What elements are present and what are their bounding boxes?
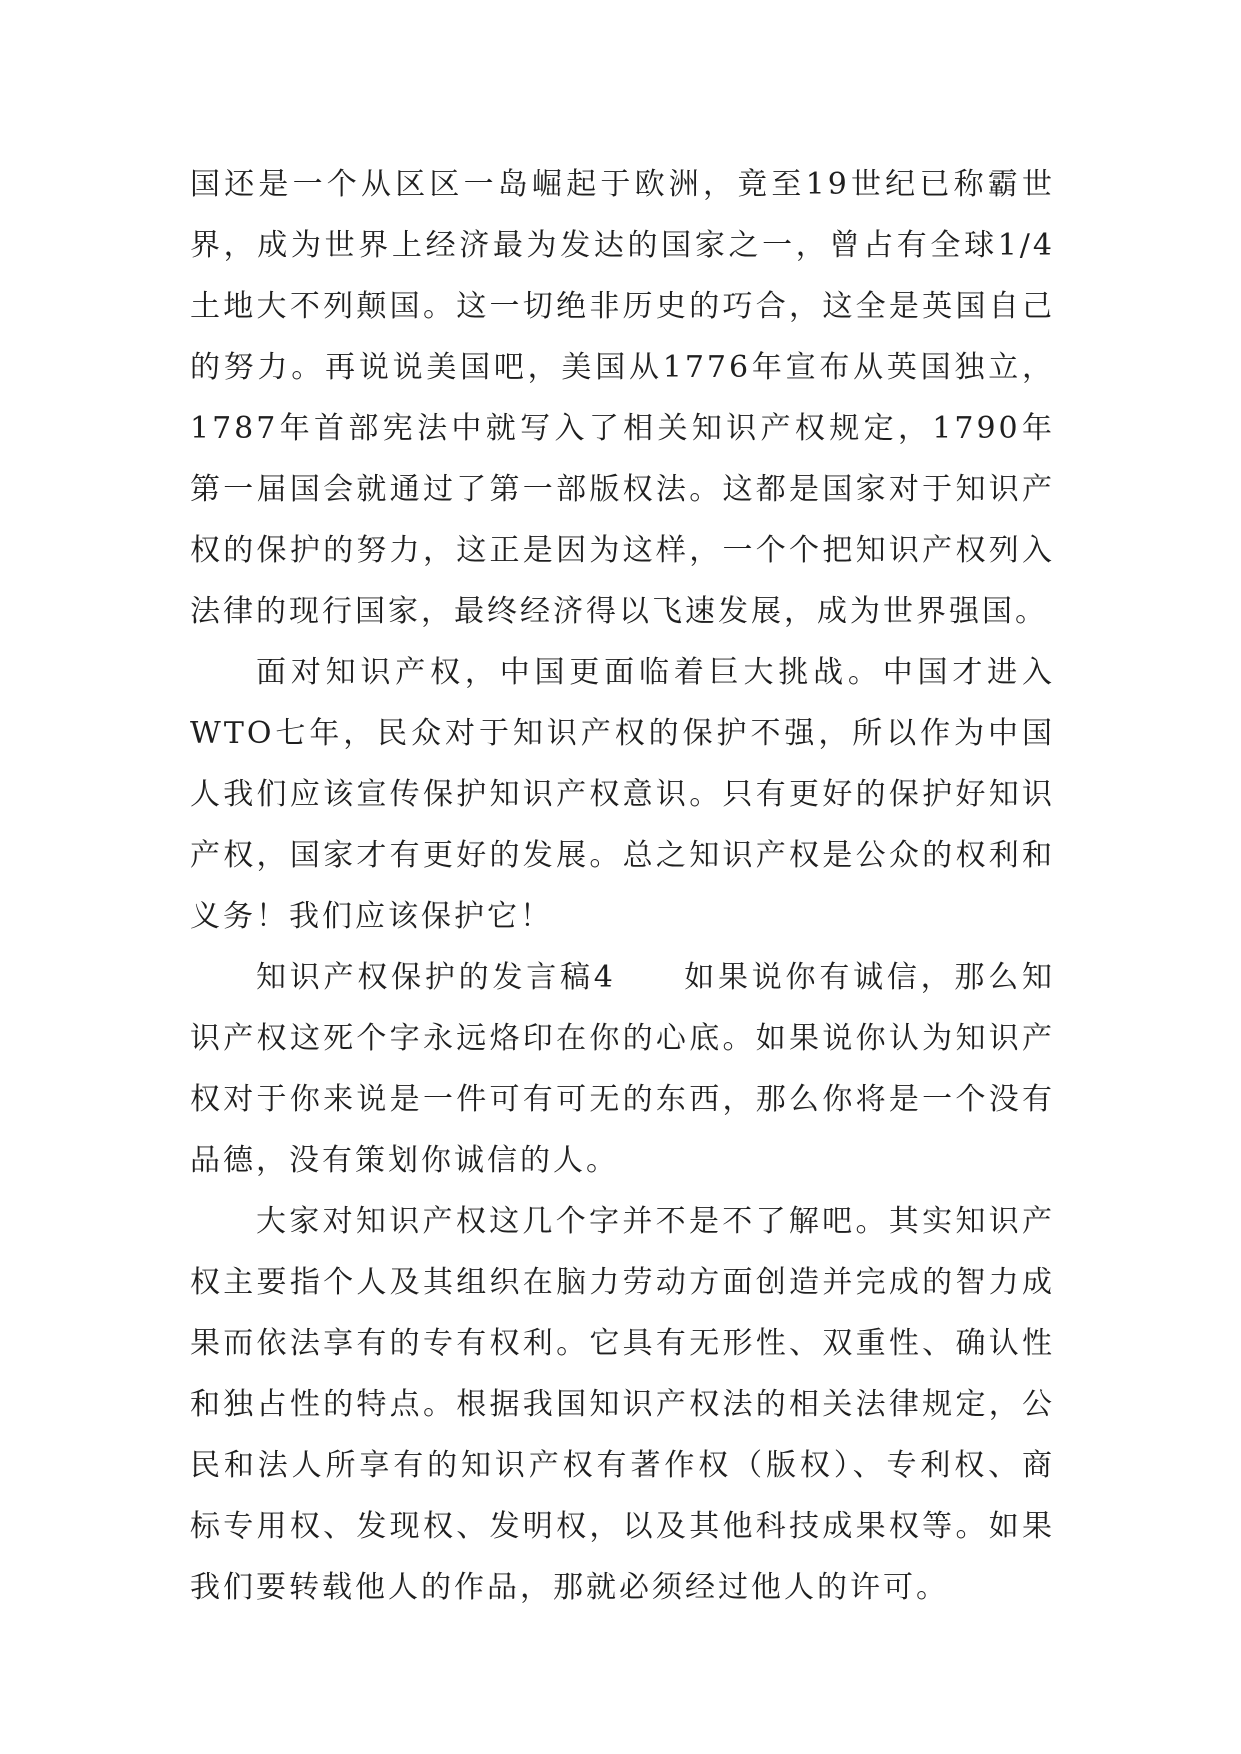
paragraph-1: 国还是一个从区区一岛崛起于欧洲，竟至19世纪已称霸世界，成为世界上经济最为发达的国家之一，曾占有全球1/4土地大不列颠国。这一切绝非历史的巧合，这全是英国自己的努力。再说说美国吧，美国从1776年宣布从英国独立，1787年首部宪法中就写入了相关知识产权规定，1790年第一届国会就通过了第一部版权法。这都是国家对于知识产权的保护的努力，这正是因为这样，一个个把知识产权列入法律的现行国家，最终经济得以飞速发展，成为世界强国。 <box>190 167 1055 629</box>
paragraph-4: 大家对知识产权这几个字并不是不了解吧。其实知识产权主要指个人及其组织在脑力劳动方面创造并完成的智力成果而依法享有的专有权利。它具有无形性、双重性、确认性和独占性的特点。根据我国知识产权法的相关法律规定，公民和法人所享有的知识产权有著作权（版权）、专利权、商标专用权、发现权、发明权，以及其他科技成果权等。如果我们要转载他人的作品，那就必须经过他人的许可。 <box>190 1204 1055 1605</box>
paragraph-3: 知识产权保护的发言稿4 如果说你有诚信，那么知识产权这死个字永远烙印在你的心底。如果说你认为知识产权对于你来说是一件可有可无的东西，那么你将是一个没有品德，没有策划你诚信的人。 <box>190 960 1055 1178</box>
paragraph-2: 面对知识产权，中国更面临着巨大挑战。中国才进入WTO七年，民众对于知识产权的保护不强，所以作为中国人我们应该宣传保护知识产权意识。只有更好的保护好知识产权，国家才有更好的发展。总之知识产权是公众的权利和义务！我们应该保护它！ <box>190 655 1055 934</box>
body-text <box>190 154 1055 1618</box>
